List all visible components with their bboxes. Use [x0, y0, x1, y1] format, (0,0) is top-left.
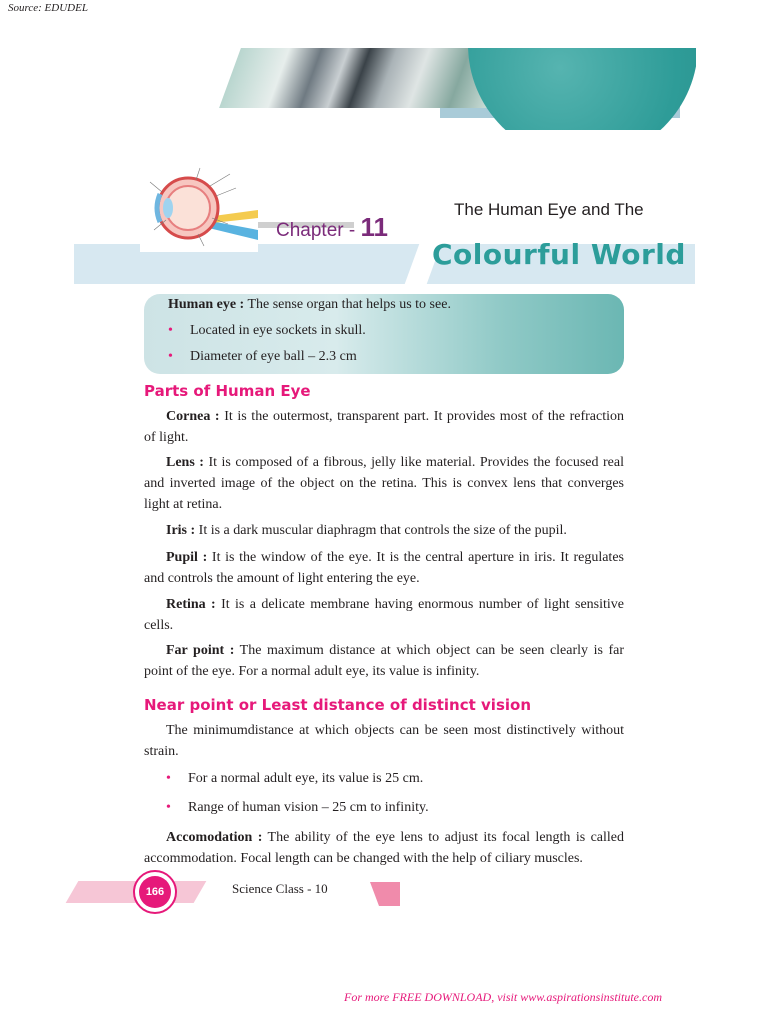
paragraph-iris: Iris : It is a dark muscular diaphragm that controls the size of the pupil. [166, 523, 567, 538]
bullet-icon: • [166, 771, 171, 786]
source-credit: Source: EDUDEL [8, 2, 88, 14]
intro-box [144, 294, 624, 374]
footer-decoration [370, 882, 400, 906]
page-number-badge [133, 870, 177, 914]
intro-definition: Human eye : The sense organ that helps us to see. [168, 297, 451, 312]
chapter-title-line1: The Human Eye and The [454, 200, 644, 219]
paragraph-accommodation: Accomodation : The ability of the eye lens to adjust its focal length is called accommodation. Focal length can be changed with the help of ciliary muscles. [144, 830, 624, 866]
paragraph-retina: Retina : It is a delicate membrane having enormous number of light sensitive cells. [144, 597, 624, 633]
list-item: • Range of human vision – 25 cm to infinity. [166, 800, 429, 815]
bullet-icon: • [168, 349, 173, 364]
section-heading-near-point: Near point or Least distance of distinct vision [144, 696, 531, 714]
human-eye-diagram-image [140, 160, 258, 252]
paragraph-near-point: The minimumdistance at which objects can be seen most distinctively without strain. [144, 723, 624, 759]
download-link[interactable]: For more FREE DOWNLOAD, visit www.aspirationsinstitute.com [344, 990, 662, 1004]
chapter-title-line2: Colourful World [432, 238, 686, 271]
bullet-icon: • [166, 800, 171, 815]
header-banner-image [190, 48, 696, 130]
bullet-icon: • [168, 323, 173, 338]
paragraph-far-point: Far point : The maximum distance at which object can be seen clearly is far point of the eye. For a normal adult eye, its value is infinity. [144, 643, 624, 679]
footer-class-label: Science Class - 10 [232, 881, 328, 896]
paragraph-cornea: Cornea : It is the outermost, transparent part. It provides most of the refraction of light. [144, 409, 624, 445]
paragraph-lens: Lens : It is composed of a fibrous, jelly like material. Provides the focused real and inverted image of the object on the retina. This is convex lens that converges light at retina. [144, 455, 624, 512]
chapter-label: Chapter - 11 [276, 212, 388, 242]
list-item: • For a normal adult eye, its value is 25 cm. [166, 771, 424, 786]
intro-bullet: • Diameter of eye ball – 2.3 cm [168, 349, 357, 364]
chapter-number: 11 [360, 212, 388, 242]
intro-bullet: • Located in eye sockets in skull. [168, 323, 366, 338]
page-number: 166 [139, 876, 171, 908]
section-heading-parts: Parts of Human Eye [144, 382, 311, 400]
paragraph-pupil: Pupil : It is the window of the eye. It is the central aperture in iris. It regulates and controls the amount of light entering the eye. [144, 550, 624, 586]
